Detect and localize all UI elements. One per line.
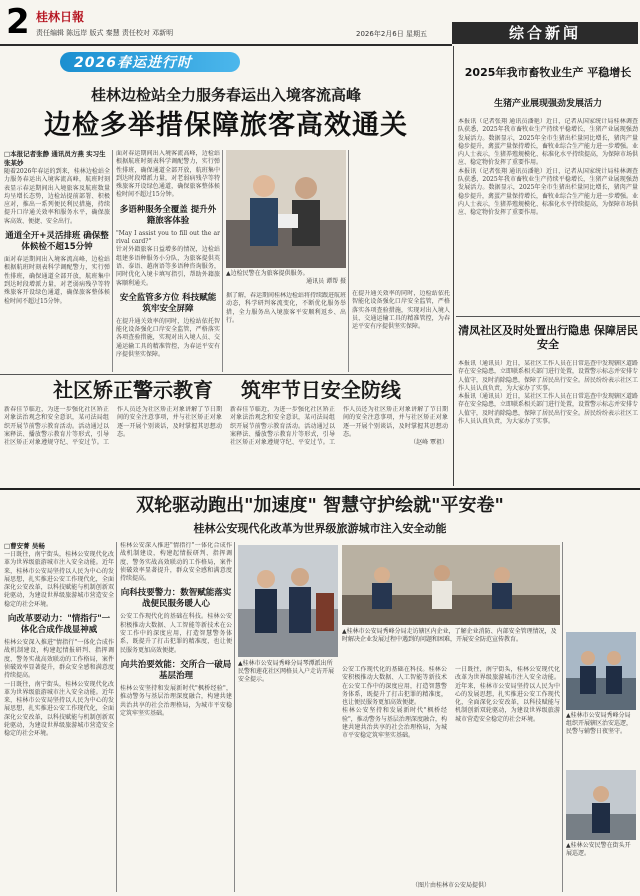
- column-divider: [562, 542, 563, 892]
- community-body-repeat: 新春佳节临近，为进一步强化社区矫正对象法治观念和安全意识，某司法局组织开展节前警示教育活动。活动通过以案释法、播放警示教育片等形式，引导社区矫正对象遵规守纪、平安过节。工作人员还为社区矫正对象讲解了节日期间的安全注意事项，并与社区矫正对象逐一开展个别谈话，及时掌握其思想动态。: [230, 406, 448, 447]
- police-lead: 一日既往，南宁街头，桂林公安现代化改革为世界级旅游城市注入安全动能。近年来，桂林市公安局坚持以人民为中心的发展思想，扎实推进公安工作现代化，全面深化公安改革，以科技赋能与机制创新双轮驱动，为建设世界级旅游城市营造安全稳定的社会环境。: [4, 551, 114, 608]
- editor-credits: 责任编辑 陈远岸 版式 秦慧 责任校对 邓新明: [36, 29, 174, 37]
- police-byline: □曹安菁 吴畅: [4, 542, 45, 550]
- feature-column-3: [226, 292, 346, 372]
- section-rule: [0, 374, 452, 375]
- patrol-caption: ▲桂林市公安局秀峰分局组织开展辖区治安巡逻，民警与辅警日夜坚守。: [566, 712, 633, 735]
- feature-section-title-1: 通道全开+灵活排班 确保整体候检不超15分钟: [5, 231, 109, 253]
- feature-column-1: [4, 150, 110, 372]
- police-section-title-2: 向科技要警力：数智赋能落实战便民服务暖人心: [120, 588, 232, 610]
- police-visit-caption: ▲桂林市公安局秀峰分局琴潭派出所民警和莲花社区网格员入户走访开展安全提示。: [238, 660, 335, 683]
- feature-lead: 随着2026年春运的到来，桂林边检站全力服务春运出入境客流高峰，航班时刻表显示春运期间出入境旅客及航班数量均呈增长态势，边检站提前部署、积极应对，推出一系列便民利民措施，持续提升口岸通关效率和服务水平，确保旅客高效、便捷、安全出行。: [4, 168, 110, 225]
- feature-extra-body: 在提升通关效率的同时，边检站依托智能化设备强化口岸安全监管，严格落实各项查验措施，实现对出入境人员、交通运输工具的精准管控，为春运平安有序提供坚实保障。: [352, 290, 450, 331]
- column-divider: [222, 150, 223, 372]
- feature-section-title-3: 安全监管多方位 科技赋能筑牢安全屏障: [119, 292, 217, 314]
- spring-festival-badge: [60, 52, 240, 74]
- police-subheadline: 桂林公安现代化改革为世界级旅游城市注入安全动能: [193, 522, 447, 535]
- police-section-body-3: 桂林公安坚持和发展新时代"枫桥经验"，推动警务与基层治理深度融合，构建共建共治共享的社会治理格局，为城市平安稳定筑牢坚实基础。: [120, 684, 232, 717]
- feature-byline: □本报记者张静 通讯员方燕 实习生张某妙: [4, 150, 106, 167]
- section-banner: 综合新闻: [452, 22, 638, 44]
- police-headline: 双轮驱动跑出"加速度" 智慧守护绘就"平安卷": [136, 495, 504, 516]
- patrol-photo: [566, 632, 636, 710]
- feature-closing: 据了解，春运期间桂林边检站将持续跟进航班动态，科学研判客流变化，不断优化服务举措，全力服务出入境旅客平安顺利返乡、出行。: [226, 292, 346, 324]
- masthead: [0, 0, 640, 44]
- livestock-body: 本报讯（记者张翔 通讯员潘艳）近日，记者从国家统计局桂林调查队获悉，2025年我市畜牧业生产持续平稳增长，生猪产业展现强劲发展活力。数据显示，2025年全市生猪出栏量同比增长，猪肉产量稳步提升，禽蛋产量保持增长，畜牧业综合生产能力进一步增强。业内人士表示，生猪养殖规模化、标准化水平持续提高，为保障市场供应、稳定物价发挥了重要作用。: [458, 118, 638, 167]
- column-divider: [116, 542, 117, 892]
- feature-section-body-3: 在提升通关效率的同时，边检站依托智能化设备强化口岸安全监管，严格落实各项查验措施，实现对出入境人员、交通运输工具的精准管控，为春运平安有序提供坚实保障。: [116, 317, 220, 359]
- community-safety-article: [458, 360, 638, 484]
- police-column-2-lead: 桂林公安深入推进"情指行"一体化合成作战机制建设，构建起情报研判、指挥调度、警务实战高效联动的工作格局，案件侦破效率显著提升，群众安全感和满意度持续提高。: [120, 542, 232, 583]
- feature-quote: "May I assist you to fill out the arrival card?": [116, 229, 220, 246]
- livestock-article: [458, 118, 638, 312]
- street-patrol-photo: [566, 770, 636, 840]
- police-column-3-body-2: 桂林公安坚持和发展新时代"枫桥经验"，推动警务与基层治理深度融合，构建共建共治共享的社会治理格局，为城市平安稳定筑牢坚实基础。: [342, 707, 447, 740]
- paper-name: 桂林日報: [36, 10, 85, 24]
- badge-text: 2026春运进行时: [74, 55, 192, 71]
- police-section-title-3: 向共治要效能：交所合一破局基层治理: [120, 659, 232, 681]
- feature-column-2: [116, 150, 220, 372]
- police-section-body-1-cont: 一日既往，南宁街头，桂林公安现代化改革为世界级旅游城市注入安全动能。近年来，桂林市公安局坚持以人民为中心的发展思想，扎实推进公安工作现代化，全面深化公安改革，以科技赋能与机制创新双轮驱动，为建设世界级旅游城市营造安全稳定的社会环境。: [4, 680, 114, 738]
- feature-photo-caption-text: ▲边检民警在为旅客提供服务。: [226, 270, 309, 277]
- right-section-rule: [456, 316, 640, 317]
- patrol-illustration: [566, 632, 636, 710]
- feature-photo-caption: [226, 270, 346, 286]
- community-safety-body: 本报讯（通讯员）近日，某社区工作人员在日常巡查中发现辖区道路存在安全隐患，立即联系相关部门进行处置，设置警示标志并安排专人值守，及时消除隐患，保障了居民出行安全。居民纷纷表示社区工作人员认真负责，为大家办了实事。: [458, 360, 638, 392]
- community-safety-body-repeat: 本报讯（通讯员）近日，某社区工作人员在日常巡查中发现辖区道路存在安全隐患，立即联系相关部门进行处置，设置警示标志并安排专人值守，及时消除隐患，保障了居民出行安全。居民纷纷表示社区工作人员认真负责，为大家办了实事。: [458, 393, 638, 426]
- police-visit-photo: [238, 545, 338, 657]
- community-headline: [4, 378, 450, 402]
- street-patrol-illustration: [566, 770, 636, 840]
- column-divider: [348, 150, 349, 372]
- police-column-3-body: 公安工作现代化的基础在科技。桂林公安积极推动大数据、人工智能等新技术在公安工作中的深度应用，打造智慧警务体系，既提升了打击犯罪的精准度，也让便民服务更加高效便捷。: [342, 666, 447, 707]
- community-byline: （赵峰 覃祖）: [410, 439, 448, 447]
- column-divider: [112, 150, 113, 372]
- street-patrol-caption: ▲桂林公安民警在街头开展巡逻。: [566, 842, 631, 857]
- community-safety-headline: 清凤社区及时处置出行隐患 保障居民安全: [458, 324, 638, 351]
- page-number: 2: [6, 2, 30, 42]
- feature-headline: 边检多举措保障旅客高效通关: [44, 110, 408, 141]
- community-headline-a: 社区矫正警示教育: [53, 378, 214, 402]
- feature-section-title-2: 多语种服务全覆盖 提升外籍旅客体验: [119, 204, 217, 226]
- feature-column-4: [352, 290, 450, 372]
- feature-filler-text: 面对春运期间出入境客流高峰，边检站根据航班时刻表科学调配警力，实行弹性排班，确保通道全部开放，航班集中到达时段增派力量，对老弱病残孕等特殊旅客开设绿色通道，确保旅客整体候检时间不超过15分钟。: [116, 150, 220, 199]
- community-article: [4, 406, 448, 484]
- enterprise-visit-caption: ▲桂林市公安局秀峰分局走访辖区内企业，了解企业消防、内部安全管理情况，及时解决企业发展过程中遇到的问题和困难，开展安全防范宣传教育。: [342, 628, 557, 643]
- police-column-3-body-3: 一日既往，南宁街头，桂林公安现代化改革为世界级旅游城市注入安全动能。近年来，桂林市公安局坚持以人民为中心的发展思想，扎实推进公安工作现代化，全面深化公安改革，以科技赋能与机制创新双轮驱动，为建设世界级旅游城市营造安全稳定的社会环境。: [455, 666, 560, 723]
- border-officer-illustration: [226, 150, 346, 268]
- livestock-body-repeat: 本报讯（记者张翔 通讯员潘艳）近日，记者从国家统计局桂林调查队获悉，2025年我市畜牧业生产持续平稳增长，生猪产业展现强劲发展活力。数据显示，2025年全市生猪出栏量同比增长，猪肉产量稳步提升，禽蛋产量保持增长，畜牧业综合生产能力进一步增强。业内人士表示，生猪养殖规模化、标准化水平持续提高，为保障市场供应、稳定物价发挥了重要作用。: [458, 167, 638, 217]
- police-column-2: [120, 542, 232, 892]
- column-divider: [234, 542, 235, 892]
- police-visit-illustration: [238, 545, 338, 657]
- livestock-headline: 2025年我市畜牧业生产 平稳增长: [464, 66, 632, 79]
- border-officer-photo: [226, 150, 346, 268]
- photo-credit: （图片由桂林市公安局提供）: [411, 882, 490, 889]
- enterprise-visit-illustration: [342, 545, 560, 625]
- issue-date: 2026年2月6日 星期五: [356, 30, 427, 38]
- community-body: 新春佳节临近，为进一步强化社区矫正对象法治观念和安全意识，某司法局组织开展节前警示教育活动。活动通过以案释法、播放警示教育片等形式，引导社区矫正对象遵规守纪、平安过节。工作人员还为社区矫正对象讲解了节日期间的安全注意事项，并与社区矫正对象逐一开展个别谈话，及时掌握其思想动态。: [4, 406, 222, 447]
- police-column-3: [342, 666, 560, 880]
- feature-section-body-1: 面对春运期间出入境客流高峰，边检站根据航班时刻表科学调配警力，实行弹性排班，确保通道全部开放，航班集中到达时段增派力量，对老弱病残孕等特殊旅客开设绿色通道，确保旅客整体候检时间不超过15分钟。: [4, 256, 110, 305]
- police-section-body-1: 桂林公安深入推进"情指行"一体化合成作战机制建设，构建起情报研判、指挥调度、警务实战高效联动的工作格局，案件侦破效率显著提升，群众安全感和满意度持续提高。: [4, 639, 114, 680]
- police-section-title-1: 向改革要动力："情指行"一体化合成作战显神威: [7, 614, 111, 636]
- community-headline-b: 筑牢节日安全防线: [240, 378, 401, 402]
- feature-photo-credit: 通讯员 谭帮 摄: [306, 278, 346, 285]
- enterprise-visit-photo: [342, 545, 560, 625]
- masthead-rule: [0, 44, 452, 46]
- police-column-1: [4, 542, 114, 892]
- feature-section-body-2: 针对外籍旅客日益增多的情况，边检站组建多语种服务小分队，为旅客提供英语、泰语、越南语等多语种咨询服务，同时优化入境卡填写指引，帮助外籍旅客顺利通关。: [116, 246, 220, 287]
- feature-subheadline: 桂林边检站全力服务春运出入境客流高峰: [90, 86, 361, 104]
- right-column-divider: [453, 46, 454, 486]
- livestock-subheadline: 生猪产业展现强劲发展活力: [493, 99, 602, 109]
- police-section-body-2: 公安工作现代化的基础在科技。桂林公安积极推动大数据、人工智能等新技术在公安工作中的深度应用，打造智慧警务体系，既提升了打击犯罪的精准度，也让便民服务更加高效便捷。: [120, 613, 232, 654]
- lower-section-rule: [0, 488, 640, 490]
